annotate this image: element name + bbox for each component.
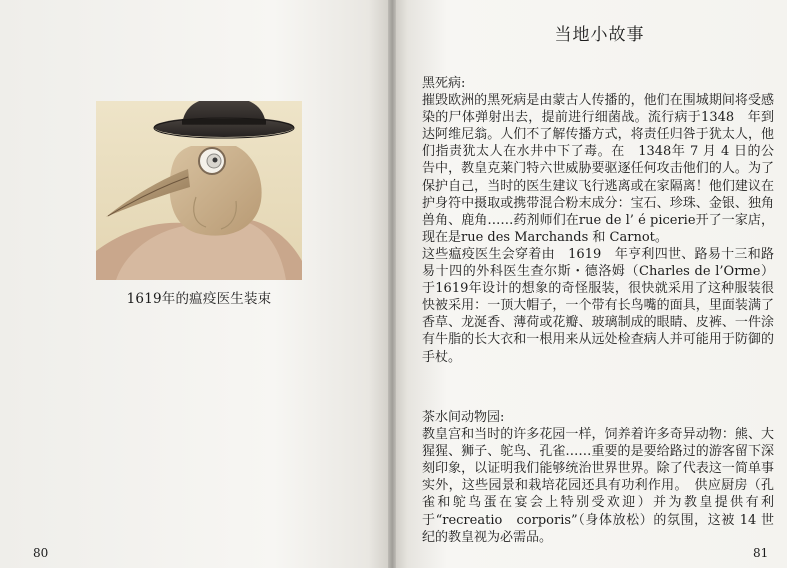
left-page [0, 0, 392, 568]
section-paragraph: 教皇宫和当时的许多花园一样，饲养着许多奇异动物：熊、大猩猩、狮子、鸵鸟、孔雀……重要的是要给路过的游客留下深刻印象，以证明我们能够统治世界世界。除了代表这一简单事实外，这些园景和栽培花园还具有功利作用。 供应厨房（孔雀和鸵鸟蛋在宴会上特别受欢迎）并为教皇提供有利于“recreatio corporis”（身体放松）的氛围，这被 14 世纪的教皇视为必需品。 [422, 427, 774, 545]
chapter-title: 当地小故事 [554, 25, 645, 45]
section-paragraph: 这些瘟疫医生会穿着由 1619 年亨利四世、路易十三和路易十四的外科医生查尔斯・德洛姆（Charles de l’Orme）于1619年设计的想象的奇怪服装，很快就采用了这种服装很快被采用：一顶大帽子，一个带有长鸟嘴的面具，里面装满了香草、龙涎香、薄荷或花瓣、玻璃制成的眼睛、皮裤、一件涂有牛脂的长大衣和一根用来从远处检查病人并可能用于防御的手杖。 [422, 246, 774, 365]
section-black-death [422, 75, 774, 366]
section-heading: 茶水间动物园: [422, 410, 505, 425]
section-paragraph: 摧毁欧洲的黑死病是由蒙古人传播的，他们在围城期间将受感染的尸体弹射出去，提前进行细菌战。流行病于1348 年到达阿维尼翁。人们不了解传播方式，将责任归咎于犹太人，他们指责犹太人在水井中下了毒。在 1348年 7 月 4 日的公告中，教皇克莱门特六世威胁要驱逐任何攻击他们的人。为了保护自己，当时的医生建议飞行逃离或在家隔离！他们建议在护身符中摄取或携带混合粉末成分：宝石、珍珠、金银、独角兽角、鹿角……药剂师们在rue de l’ é picerie开了一家店，现在是rue des Marchands 和 Carnot。 [422, 93, 774, 245]
figure-caption: 1619年的瘟疫医生装束 [126, 291, 272, 307]
section-zoo [422, 409, 774, 546]
page-number-right: 81 [753, 546, 769, 560]
plague-doctor-illustration [96, 101, 302, 280]
right-page [392, 0, 787, 568]
book-gutter [388, 0, 396, 568]
page-number-left: 80 [33, 546, 49, 560]
section-heading: 黑死病: [422, 76, 466, 91]
